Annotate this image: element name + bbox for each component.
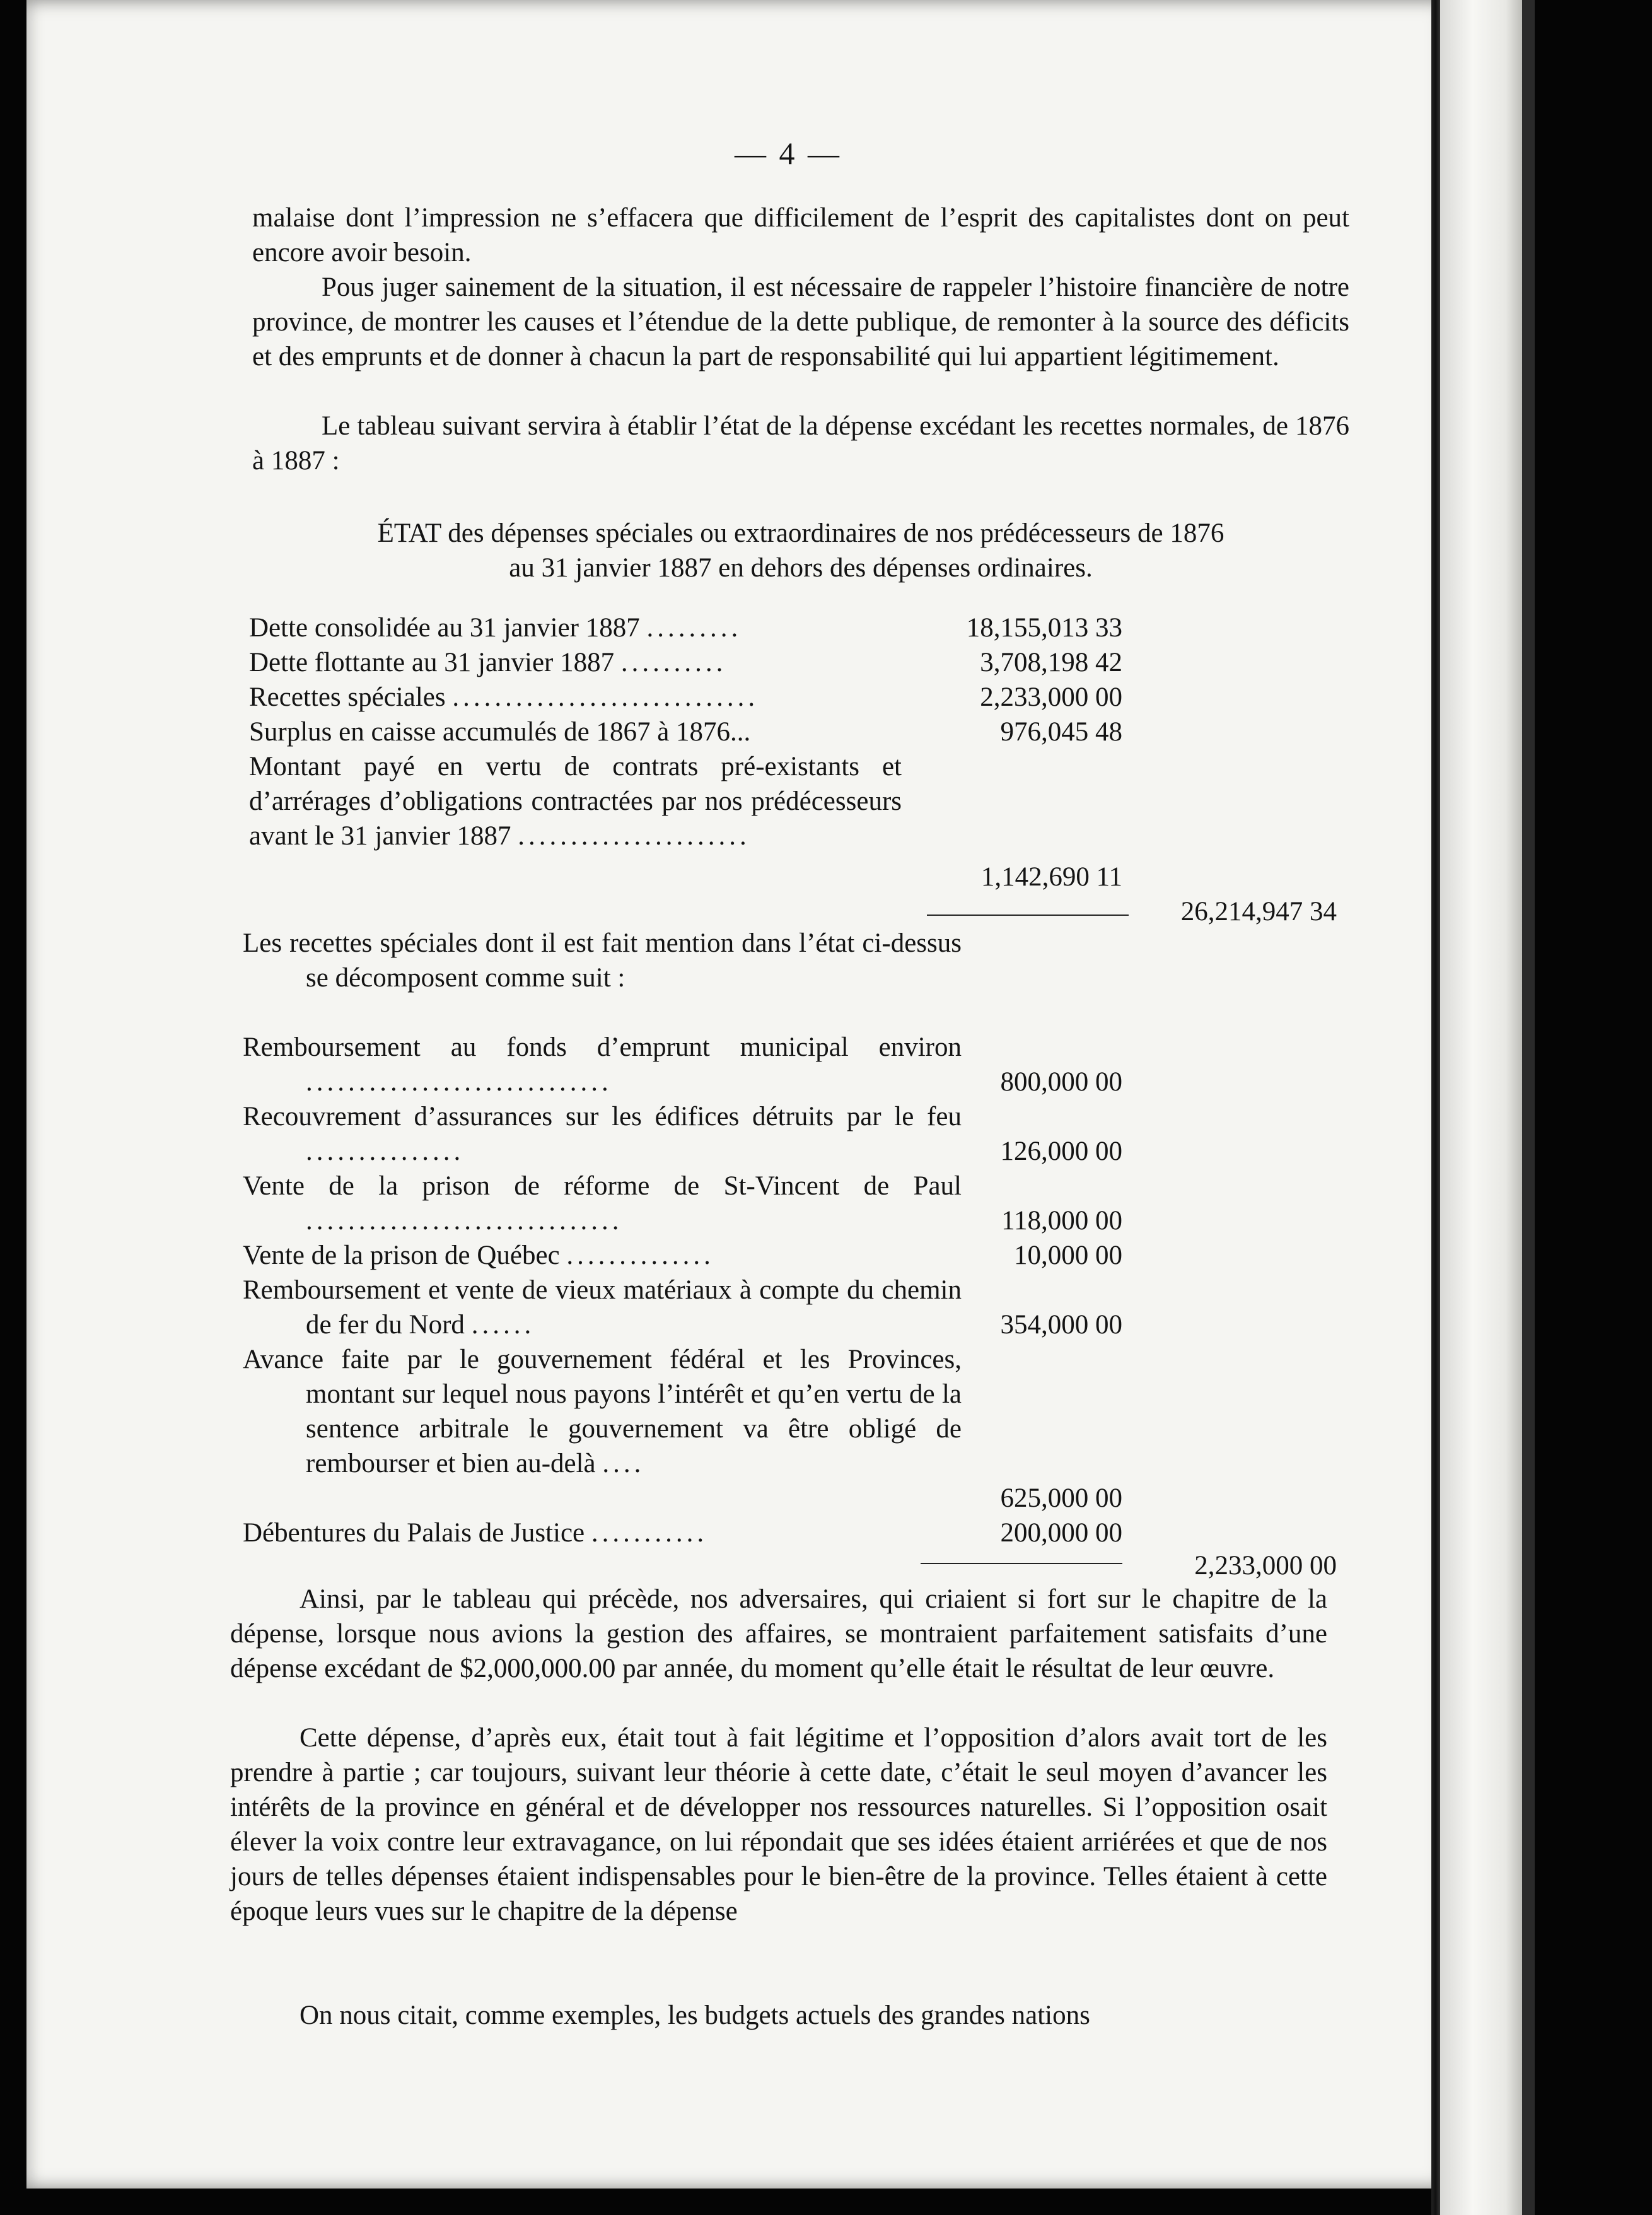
table2-amount-7: 200,000 00 <box>1000 1518 1122 1548</box>
row-label: Dette consolidée au 31 janvier 1887 <box>249 613 640 643</box>
row-label: Débentures du Palais de Justice <box>243 1518 585 1548</box>
leader-dots: ............... <box>306 1137 465 1166</box>
sum-rule-1 <box>927 915 1129 916</box>
leader-dots: .......... <box>620 648 727 677</box>
intro-paragraph-1: malaise dont l’impression ne s’effacera que difficilement de l’esprit des capitalistes dont on peut encore avoir besoin. <box>252 203 1349 267</box>
intro-paragraph-2: Pous juger sainement de la situation, il est nécessaire de rappeler l’histoire financière de notre province, de montrer les causes et l’étendue de la dette publique, de remonter à la source des déficits et des emprunts et de donner à chacun la part de responsabilité qui lui appartient légitimement. <box>252 272 1349 371</box>
leader-dots: ...................... <box>518 821 750 851</box>
table2-row-5 <box>243 1273 962 1342</box>
leader-dots: .... <box>602 1449 645 1478</box>
leader-dots: ............................. <box>452 682 759 712</box>
row-label: Dette flottante au 31 janvier 1887 <box>249 648 615 677</box>
table1-amount-2: 3,708,198 42 <box>980 648 1122 677</box>
row-label: Recouvrement d’assurances sur les édifices détruits par le feu <box>243 1102 962 1131</box>
leader-dots: ......... <box>646 613 742 643</box>
leader-dots: .............................. <box>306 1206 623 1236</box>
intro-paragraph-3: Le tableau suivant servira à établir l’état de la dépense excédant les recettes normales, de 1876 à 1887 : <box>252 411 1349 476</box>
row-label: Vente de la prison de réforme de St-Vincent de Paul <box>243 1171 962 1201</box>
page-number: — 4 — <box>735 136 842 171</box>
closing-paragraph-1: Ainsi, par le tableau qui précède, nos adversaires, qui criaient si fort sur le chapitre de la dépense, lorsque nous avions la gestion des affaires, se montraient parfaitement satisfaits d’une dépense excédant de $2,000,000.00 par année, du moment qu’elle était le résultat de leur œuvre. <box>230 1584 1327 1683</box>
table1-amount-4: 976,045 48 <box>1000 717 1122 747</box>
table2-row-4 <box>243 1238 962 1273</box>
table1-amount-1: 18,155,013 33 <box>966 613 1122 643</box>
table2-intro: Les recettes spéciales dont il est fait mention dans l’état ci-dessus se décomposent comme suit : <box>243 928 962 993</box>
table2-amount-6: 625,000 00 <box>1000 1483 1122 1513</box>
row-label: Remboursement et vente de vieux matériaux à compte du chemin de fer du Nord <box>243 1275 962 1340</box>
closing-paragraph-3: On nous citait, comme exemples, les budgets actuels des grandes nations <box>300 2001 1090 2030</box>
table2-row-6 <box>243 1342 962 1481</box>
row-label: Montant payé en vertu de contrats pré-existants et d’arrérages d’obligations contractées par nos prédécesseurs avant le 31 janvier 1887 <box>249 752 902 851</box>
next-page-edge <box>1440 0 1522 2215</box>
table1-title-line2: au 31 janvier 1887 en dehors des dépenses ordinaires. <box>509 553 1093 583</box>
table1-total: 26,214,947 34 <box>1180 897 1337 926</box>
table2-row-1 <box>243 1030 962 1099</box>
leader-dots: ........... <box>591 1518 708 1548</box>
table2-row-3 <box>243 1169 962 1238</box>
table1-title-line1: ÉTAT des dépenses spéciales ou extraordinaires de nos prédécesseurs de 1876 <box>377 518 1224 548</box>
table2-amount-4: 10,000 00 <box>1014 1241 1122 1270</box>
sum-rule-2 <box>921 1563 1122 1564</box>
leader-dots: .............. <box>566 1241 714 1270</box>
table2-total: 2,233,000 00 <box>1194 1551 1337 1581</box>
row-label: Vente de la prison de Québec <box>243 1241 560 1270</box>
table2-amount-3: 118,000 00 <box>1001 1206 1122 1236</box>
row-label: Avance faite par le gouvernement fédéral et les Provinces, montant sur lequel nous payons l’intérêt et qu’en vertu de la sentence arbitrale le gouvernement va être obligé de rembourser et bien au-delà <box>243 1345 962 1478</box>
table2-row-7 <box>243 1516 962 1550</box>
leader-dots: ............................. <box>306 1067 612 1097</box>
table1-amount-5: 1,142,690 11 <box>980 862 1122 892</box>
table2-amount-5: 354,000 00 <box>1000 1310 1122 1340</box>
table2-amount-2: 126,000 00 <box>1000 1137 1122 1166</box>
closing-paragraph-2: Cette dépense, d’après eux, était tout à fait légitime et l’opposition d’alors avait tort de les prendre à partie ; car toujours, suivant leur théorie à cette date, c’était le seul moyen d’avancer les intérêts de la province en général et de développer nos ressources naturelles. Si l’opposition osait élever la voix contre leur extravagance, on lui répondait que ses idées étaient arriérées et que de nos jours de telles dépenses étaient indispensables pour le bien-être de la province. Telles étaient à cette époque leurs vues sur le chapitre de la dépense <box>230 1723 1327 1926</box>
table2-row-2 <box>243 1099 962 1169</box>
leader-dots: ...... <box>471 1310 535 1340</box>
page-fold-shadow <box>1431 0 1440 2215</box>
scan-border <box>1522 0 1535 2215</box>
table2-amount-1: 800,000 00 <box>1000 1067 1122 1097</box>
table1-amount-3: 2,233,000 00 <box>980 682 1122 712</box>
row-label: Recettes spéciales <box>249 682 446 712</box>
row-label: Surplus en caisse accumulés de 1867 à 1876... <box>249 717 751 747</box>
row-label: Remboursement au fonds d’emprunt municipal environ <box>243 1032 962 1062</box>
